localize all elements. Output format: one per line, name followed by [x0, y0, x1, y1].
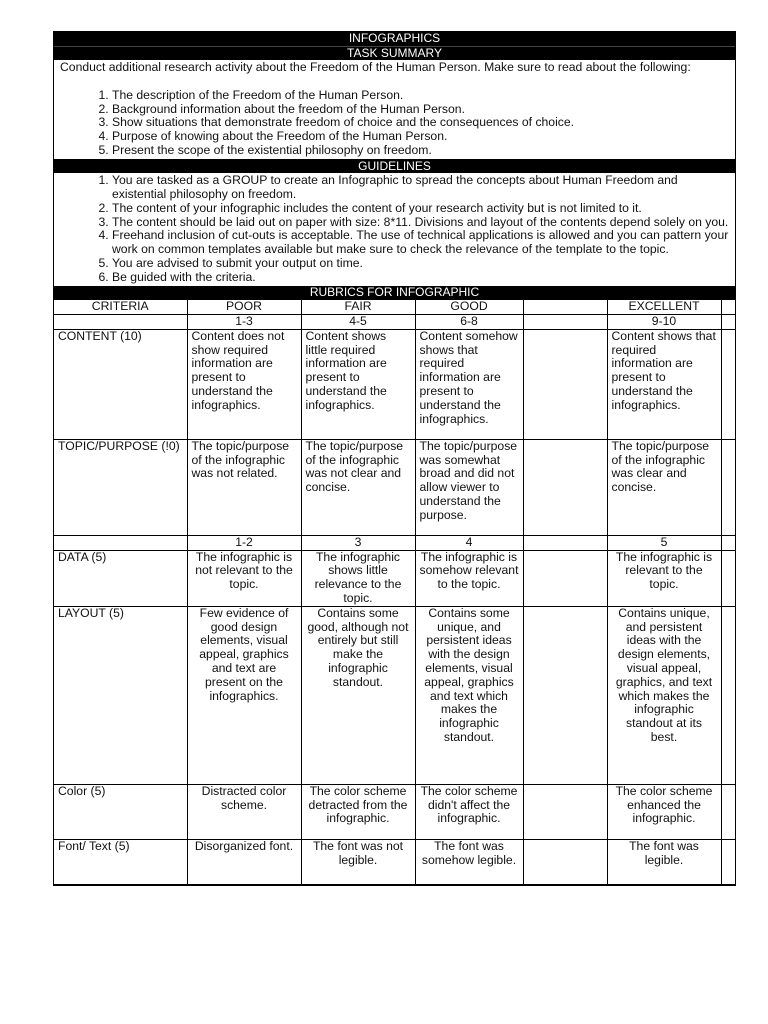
task-list	[60, 89, 729, 158]
fair-cell: The infographic shows little relevance to the topic.	[301, 550, 415, 606]
blank-cell	[523, 606, 607, 784]
spacer-cell	[721, 535, 735, 550]
task-item: 3. Show situations that demonstrate freedom of choice and the consequences of choice.	[112, 116, 729, 130]
guidelines-section	[54, 173, 735, 285]
excellent-cell: The color scheme enhanced the infographic.	[607, 784, 721, 839]
poor-cell: The topic/purpose of the infographic was not related.	[187, 439, 301, 535]
blank-cell	[523, 329, 607, 439]
spacer-cell	[721, 329, 735, 439]
score-range-row-cell: 1-2	[187, 535, 301, 550]
blank-cell	[523, 439, 607, 535]
rubric-table	[54, 299, 735, 885]
poor-cell: The infographic is not relevant to the topic.	[187, 550, 301, 606]
guideline-item: 6. Be guided with the criteria.	[112, 271, 729, 285]
poor-cell: Few evidence of good design elements, visual appeal, graphics and text are present on the infographics.	[187, 606, 301, 784]
score-range-row-cell: 1-3	[187, 314, 301, 329]
fair-cell: Contains some good, although not entirely but still make the infographic standout.	[301, 606, 415, 784]
guideline-item: 1. You are tasked as a GROUP to create an Infographic to spread the concepts about Human Freedom and existential philosophy on freedom.	[112, 174, 729, 202]
task-item: 2. Background information about the freedom of the Human Person.	[112, 103, 729, 117]
rubric-header-row-cell: EXCELLENT	[607, 300, 721, 315]
spacer-cell	[721, 439, 735, 535]
good-cell: Contains some unique, and persistent ideas with the design elements, visual appeal, graphics and text which makes the infographic standout.	[415, 606, 523, 784]
good-cell: Content somehow shows that required information are present to understand the infographics.	[415, 329, 523, 439]
spacer-cell	[721, 606, 735, 784]
score-range-row-cell	[54, 314, 187, 329]
task-summary-section	[54, 60, 735, 160]
score-range-row-cell	[54, 535, 187, 550]
score-range-row	[54, 314, 735, 329]
excellent-cell: The infographic is relevant to the topic.	[607, 550, 721, 606]
spacer-cell	[721, 784, 735, 839]
table-row	[54, 329, 735, 439]
score-range-row-cell: 4-5	[301, 314, 415, 329]
good-cell: The font was somehow legible.	[415, 839, 523, 884]
criteria-cell: Font/ Text (5)	[54, 839, 187, 884]
fair-cell: Content shows little required information are present to understand the infographics.	[301, 329, 415, 439]
guideline-item: 5. You are advised to submit your output on time.	[112, 257, 729, 271]
score-range-row-cell: 3	[301, 535, 415, 550]
excellent-cell: The topic/purpose of the infographic was clear and concise.	[607, 439, 721, 535]
score-range-row-cell: 9-10	[607, 314, 721, 329]
task-item: 1. The description of the Freedom of the Human Person.	[112, 89, 729, 103]
table-row	[54, 839, 735, 884]
table-row	[54, 784, 735, 839]
criteria-cell: CONTENT (10)	[54, 329, 187, 439]
spacer-cell	[721, 300, 735, 315]
excellent-cell: The font was legible.	[607, 839, 721, 884]
task-item: 5. Present the scope of the existential philosophy on freedom.	[112, 144, 729, 158]
task-intro: Conduct additional research activity about the Freedom of the Human Person. Make sure to read about the following:	[60, 60, 691, 74]
score-range-row-cell: 5	[607, 535, 721, 550]
excellent-cell: Content shows that required information are present to understand the infographics.	[607, 329, 721, 439]
guideline-item: 4. Freehand inclusion of cut-outs is acceptable. The use of technical applications is allowed and you can pattern your work on common templates available but make sure to check the relevance of the template to the topic.	[112, 229, 729, 257]
fair-cell: The topic/purpose of the infographic was not clear and concise.	[301, 439, 415, 535]
spacer-cell	[721, 550, 735, 606]
guidelines-list	[60, 174, 729, 284]
table-row	[54, 606, 735, 784]
criteria-cell: Color (5)	[54, 784, 187, 839]
criteria-cell: TOPIC/PURPOSE (!0)	[54, 439, 187, 535]
table-row	[54, 550, 735, 606]
rubric-header-row-cell: CRITERIA	[54, 300, 187, 315]
poor-cell: Distracted color scheme.	[187, 784, 301, 839]
rubric-header-row-cell	[523, 300, 607, 315]
score-range-row-cell: 4	[415, 535, 523, 550]
guidelines-heading: GUIDELINES	[54, 160, 735, 174]
rubric-header-row-cell: POOR	[187, 300, 301, 315]
score-range-row-cell	[523, 314, 607, 329]
score-range-row-cell: 6-8	[415, 314, 523, 329]
document-title: INFOGRAPHICS	[54, 32, 735, 46]
guideline-item: 2. The content of your infographic includes the content of your research activity but is not limited to it.	[112, 202, 729, 216]
good-cell: The color scheme didn't affect the infographic.	[415, 784, 523, 839]
good-cell: The topic/purpose was somewhat broad and did not allow viewer to understand the purpose.	[415, 439, 523, 535]
rubric-header-row	[54, 300, 735, 315]
score-range-row	[54, 535, 735, 550]
blank-cell	[523, 839, 607, 884]
rubric-header-row-cell: GOOD	[415, 300, 523, 315]
rubric-heading: RUBRICS FOR INFOGRAPHIC	[54, 286, 735, 300]
fair-cell: The font was not legible.	[301, 839, 415, 884]
document-sheet	[53, 31, 736, 886]
fair-cell: The color scheme detracted from the infographic.	[301, 784, 415, 839]
guideline-item: 3. The content should be laid out on paper with size: 8*11. Divisions and layout of the contents depend solely on you.	[112, 216, 729, 230]
score-range-row-cell	[523, 535, 607, 550]
poor-cell: Content does not show required information are present to understand the infographics.	[187, 329, 301, 439]
criteria-cell: DATA (5)	[54, 550, 187, 606]
rubric-header-row-cell: FAIR	[301, 300, 415, 315]
task-item: 4. Purpose of knowing about the Freedom of the Human Person.	[112, 130, 729, 144]
blank-cell	[523, 784, 607, 839]
criteria-cell: LAYOUT (5)	[54, 606, 187, 784]
poor-cell: Disorganized font.	[187, 839, 301, 884]
blank-cell	[523, 550, 607, 606]
good-cell: The infographic is somehow relevant to the topic.	[415, 550, 523, 606]
spacer-cell	[721, 314, 735, 329]
task-summary-heading: TASK SUMMARY	[54, 46, 735, 61]
table-row	[54, 439, 735, 535]
spacer-cell	[721, 839, 735, 884]
excellent-cell: Contains unique, and persistent ideas with the design elements, visual appeal, graphics, and text which makes the infographic standout at its best.	[607, 606, 721, 784]
